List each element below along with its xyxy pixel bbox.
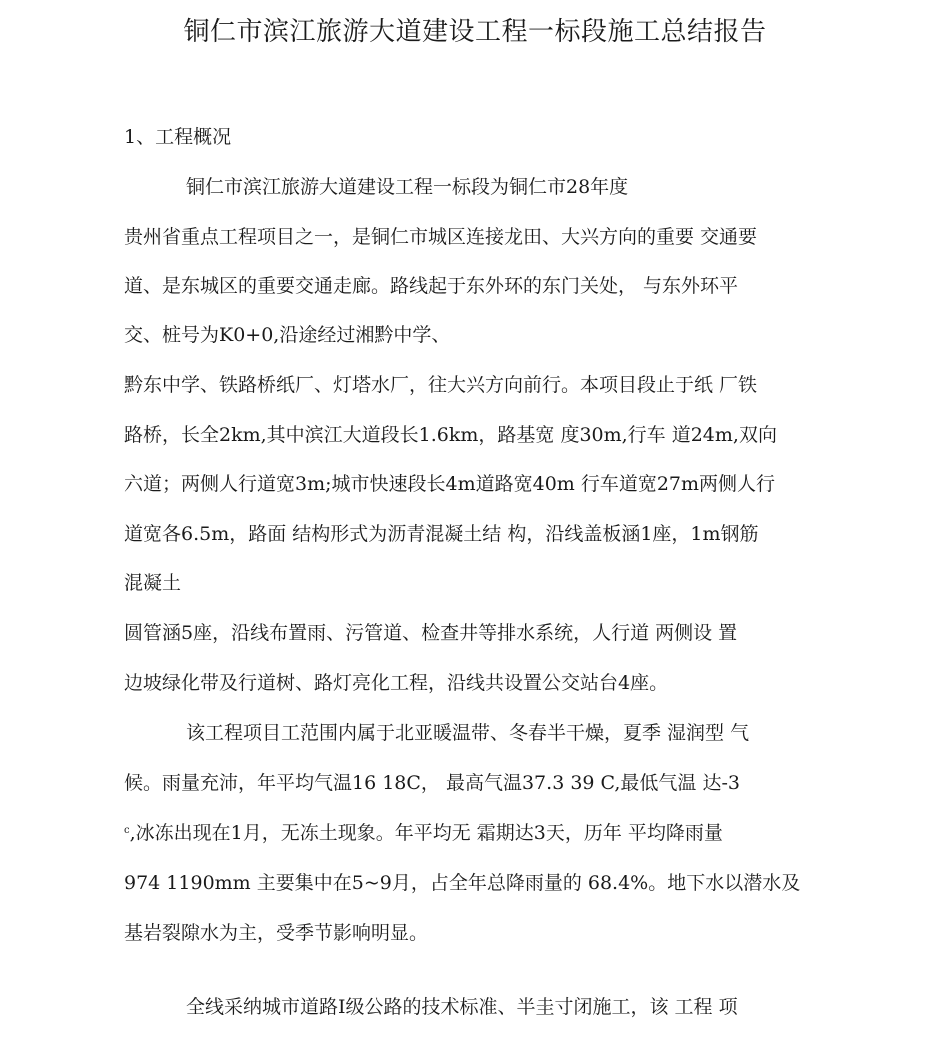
section-heading: 1、工程概况: [124, 126, 232, 148]
paragraph-line: 道宽各6.5m，路面 结构形式为沥青混凝土结 构，沿线盖板涵1座，1m钢筋: [124, 523, 759, 545]
document-title: 铜仁市滨江旅游大道建设工程一标段施工总结报告: [183, 17, 767, 47]
paragraph-line: 六道；两侧人行道宽3m;城市快速段长4m道路宽40m 行车道宽27m两侧人行: [124, 473, 776, 495]
paragraph-line: 候。雨量充沛，年平均气温16 18C， 最高气温37.3 39 C,最低气温 达-3: [124, 772, 740, 794]
paragraph-line-text: ,冰冻出现在1月，无冻土现象。年平均无 霜期达3天，历年 平均降雨量: [129, 822, 723, 844]
paragraph-line: 道、是东城区的重要交通走廊。路线起于东外环的东门关处， 与东外环平: [124, 275, 739, 297]
paragraph-line: 交、桩号为K0+0,沿途经过湘黔中学、: [124, 324, 451, 346]
paragraph-line: 974 1190mm 主要集中在5~9月，占全年总降雨量的 68.4%。地下水以潜水及: [124, 872, 801, 894]
paragraph-line: 路桥，长全2km,其中滨江大道段长1.6km，路基宽 度30m,行车 道24m,双向: [124, 424, 777, 446]
degree-mark: c: [124, 825, 130, 836]
paragraph-line-with-degree: [124, 820, 723, 846]
paragraph-line: 贵州省重点工程项目之一，是铜仁市城区连接龙田、大兴方向的重要 交通要: [124, 226, 758, 248]
paragraph-line: 基岩裂隙水为主，受季节影响明显。: [124, 922, 429, 944]
paragraph-line: 全线采纳城市道路Ⅰ级公路的技术标准、半圭寸闭施工，该 工程 项: [186, 996, 738, 1018]
paragraph-line: 边坡绿化带及行道树、路灯亮化工程，沿线共设置公交站台4座。: [124, 672, 669, 694]
paragraph-line: 该工程项目工范围内属于北亚暖温带、冬春半干燥，夏季 湿润型 气: [186, 722, 750, 744]
paragraph-line: 混凝土: [124, 572, 182, 594]
paragraph-line: 铜仁市滨江旅游大道建设工程一标段为铜仁市28年度: [186, 176, 629, 198]
paragraph-line: 黔东中学、铁路桥纸厂、灯塔水厂，往大兴方向前行。本项目段止于纸 厂铁: [124, 374, 758, 396]
paragraph-line: 圆管涵5座，沿线布置雨、污管道、检查井等排水系统，人行道 两侧设 置: [124, 622, 738, 644]
